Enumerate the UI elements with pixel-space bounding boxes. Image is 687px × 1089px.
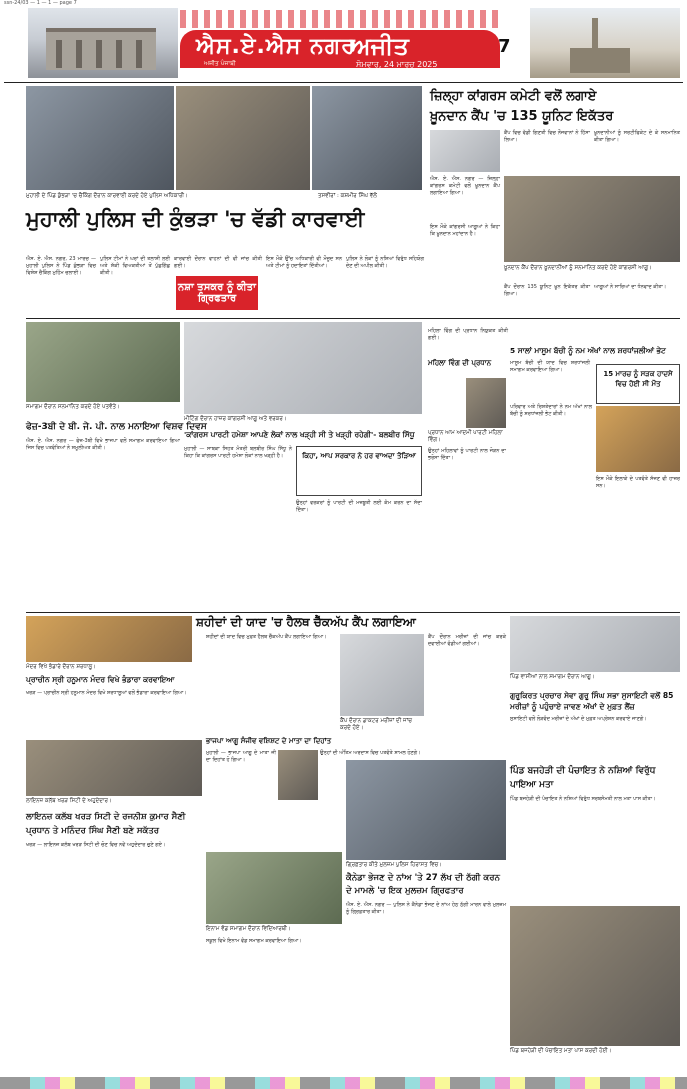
arrest-headline: ਕੈਨੇਡਾ ਭੇਜਣ ਦੇ ਨਾਂਅ 'ਤੇ 27 ਲੱਖ ਦੀ ਠੱਗੀ ਕਰਨ ਦੇ ਮਾਮਲੇ 'ਚ ਇਕ ਮੁਲਜ਼ਮ ਗ੍ਰਿਫਤਾਰ (346, 873, 500, 896)
arrest-text: ਐਸ. ਏ. ਐਸ. ਨਗਰ — ਪੁਲਿਸ ਨੇ ਕੈਨੇਡਾ ਭੇਜਣ ਦੇ ਨਾਂਅ ਹੇਠ ਠੱਗੀ ਮਾਰਨ ਵਾਲੇ ਮੁਲਜ਼ਮ ਨੂੰ ਗ੍ਰਿਫ਼ਤਾਰ ਕੀਤਾ। (346, 902, 506, 915)
masthead-date: ਸੋਮਵਾਰ, 24 ਮਾਰਚ 2025 (356, 60, 438, 69)
health-camp-photo (340, 634, 424, 716)
blood-text-col-5: ਕੈਂਪ ਦੌਰਾਨ 135 ਯੂਨਿਟ ਖ਼ੂਨ ਇਕੱਤਰ ਕੀਤਾ ਗਿਆ। (504, 284, 590, 297)
blood-text-col-3: ਖ਼ੂਨਦਾਨੀਆਂ ਨੂੰ ਸਰਟੀਫਿਕੇਟ ਦੇ ਕੇ ਸਨਮਾਨਿਤ ਕੀਤਾ ਗਿਆ। (594, 130, 680, 143)
section-rule-2 (26, 612, 680, 613)
portrait-caption: ਪ੍ਰਧਾਨ ਆਮ ਆਦਮੀ ਪਾਰਟੀ ਮਹਿਲਾ ਵਿੰਗ। (428, 430, 503, 443)
lead-redbox: ਨਸ਼ਾ ਤਸਕਰ ਨੂੰ ਕੀਤਾ ਗ੍ਰਿਫਤਾਰ (176, 276, 258, 310)
lower-left-headline: ਪ੍ਰਾਚੀਨ ਸ੍ਰੀ ਹਨੂਮਾਨ ਮੰਦਰ ਵਿਖੇ ਭੰਡਾਰਾ ਕਰਵਾਇਆ (26, 675, 175, 684)
masthead-title: ਅਜੀਤ (350, 32, 409, 60)
portrait-headline: ਮਹਿਲਾ ਵਿੰਗ ਦੀ ਪ੍ਰਧਾਨ (428, 359, 492, 367)
mid-center-caption: ਮੀਟਿੰਗ ਦੌਰਾਨ ਹਾਜ਼ਰ ਕਾਂਗਰਸੀ ਆਗੂ ਅਤੇ ਵਰਕਰ। (184, 416, 287, 422)
lower-left-text: ਖਰੜ — ਪ੍ਰਾਚੀਨ ਸ੍ਰੀ ਹਨੂਮਾਨ ਮੰਦਰ ਵਿਖੇ ਸ਼ਰਧਾਲੂਆਂ ਵਲੋਂ ਭੰਡਾਰਾ ਕਰਵਾਇਆ ਗਿਆ। (26, 690, 187, 696)
mid-center-headline: 'ਕਾਂਗਰਸ ਪਾਰਟੀ ਹਮੇਸ਼ਾ ਆਪਣੇ ਲੋਕਾਂ ਨਾਲ ਖੜ੍ਹੀ ਸੀ ਤੇ ਖੜ੍ਹੀ ਰਹੇਗੀ'- ਬਲਬੀਰ ਸਿੱਧੂ (184, 430, 415, 439)
arrest-photo (346, 760, 506, 860)
lower-center-caption-2: ਇਨਾਮ ਵੰਡ ਸਮਾਗਮ ਦੌਰਾਨ ਵਿਦਿਆਰਥੀ। (206, 926, 291, 932)
lower-left-caption-2: ਲਾਇਨਜ਼ ਕਲੱਬ ਖਰੜ ਸਿਟੀ ਦੇ ਅਹੁਦੇਦਾਰ। (26, 798, 112, 804)
lower-center-text-3: ਉਨ੍ਹਾਂ ਦੀ ਅੰਤਿਮ ਅਰਦਾਸ ਵਿਚ ਪਤਵੰਤੇ ਸ਼ਾਮਲ ਹੋਣਗੇ। (320, 750, 421, 756)
top-photo-caption: ਮੁਹਾਲੀ ਦੇ ਪਿੰਡ ਕੁੰਭੜਾ 'ਚ ਚੈਕਿੰਗ ਦੌਰਾਨ ਕਾਰਵਾਈ ਕਰਦੇ ਹੋਏ ਪੁਲਿਸ ਅਧਿਕਾਰੀ। (26, 193, 188, 199)
mid-left-headline: ਫੇਜ਼-3ਬੀ ਦੇ ਬੀ. ਜੇ. ਪੀ. ਨਾਲ ਮਨਾਇਆ ਵਿਸ਼ਵ ਦਿਵਸ (26, 422, 207, 432)
mid-right-text-4: ਉਨ੍ਹਾਂ ਮਹਿਲਾਵਾਂ ਨੂੰ ਪਾਰਟੀ ਨਾਲ ਜੋੜਨ ਦਾ ਭਰੋਸਾ ਦਿੱਤਾ। (428, 448, 506, 461)
lower-center-text-4: ਸਕੂਲ ਵਿਖੇ ਇਨਾਮ ਵੰਡ ਸਮਾਗਮ ਕਰਵਾਇਆ ਗਿਆ। (206, 938, 302, 944)
masthead-edition: ਅਜੀਤ ਪੰਜਾਬੀ (204, 60, 236, 67)
mid-center-text-1: ਮੁਹਾਲੀ — ਸਾਬਕਾ ਸਿਹਤ ਮੰਤਰੀ ਬਲਬੀਰ ਸਿੰਘ ਸਿੱਧੂ ਨੇ ਕਿਹਾ ਕਿ ਕਾਂਗਰਸ ਪਾਰਟੀ ਹਮੇਸ਼ਾ ਲੋਕਾਂ ਨਾਲ ਖੜ੍ਹੀ ਹੈ। (184, 446, 292, 459)
blood-camp-photo-small (430, 130, 500, 172)
masthead-pattern (180, 10, 500, 28)
blood-camp-photo (504, 176, 680, 262)
lower-right-headline: ਗੁਰੂਕਿਰਤ ਪ੍ਰਚਾਰ ਸੇਵਾ ਗੁਰੂ ਸਿੰਘ ਸਭਾ ਸੁਸਾਇਟੀ ਵਲੋਂ 85 ਮਰੀਜ਼ਾਂ ਨੂੰ ਪਹੁੰਚਾਏ ਜਾਵਣ ਅੱਖਾਂ ਦੇ ਮੁਫ਼ਤ ਲੈਂਜ਼ (510, 691, 674, 711)
right-photo-caption: ਖ਼ੂਨਦਾਨ ਕੈਂਪ ਦੌਰਾਨ ਖ਼ੂਨਦਾਨੀਆਂ ਨੂੰ ਸਨਮਾਨਿਤ ਕਰਦੇ ਹੋਏ ਕਾਂਗਰਸੀ ਆਗੂ। (504, 265, 652, 271)
gurudwara-photo (510, 616, 680, 672)
portrait-photo (466, 378, 506, 428)
masthead-left-image (28, 8, 178, 78)
lower-right-caption: ਪਿੰਡ ਵਾਸੀਆਂ ਨਾਲ ਸਮਾਗਮ ਦੌਰਾਨ ਆਗੂ। (510, 674, 595, 680)
mid-right-text-2: ਪਰਿਵਾਰ ਅਤੇ ਰਿਸ਼ਤੇਦਾਰਾਂ ਨੇ ਨਮ ਅੱਖਾਂ ਨਾਲ ਬੱਚੀ ਨੂੰ ਸ਼ਰਧਾਂਜਲੀ ਭੇਟ ਕੀਤੀ। (510, 404, 592, 417)
lower-right-text-1: ਸੁਸਾਇਟੀ ਵਲੋਂ ਲੋੜਵੰਦ ਮਰੀਜ਼ਾਂ ਦੇ ਅੱਖਾਂ ਦੇ ਮੁਫ਼ਤ ਅਪ੍ਰੇਸ਼ਨ ਕਰਵਾਏ ਜਾਣਗੇ। (510, 716, 647, 722)
students-photo (206, 852, 342, 924)
child-photo (596, 406, 680, 472)
lower-center-caption: ਕੈਂਪ ਦੌਰਾਨ ਡਾਕਟਰ ਮਰੀਜ਼ਾਂ ਦੀ ਜਾਂਚ ਕਰਦੇ ਹੋਏ। (340, 718, 412, 731)
obituary-photo (278, 750, 318, 800)
print-slug: ssn-24/03 — 1 — 1 — page 7 (4, 0, 77, 6)
lead-text-col-1: ਐਸ. ਏ. ਐਸ. ਨਗਰ, 23 ਮਾਰਚ — ਮੁਹਾਲੀ ਪੁਲਿਸ ਨੇ ਪਿੰਡ ਕੁੰਭੜਾ ਵਿਚ ਵਿਸ਼ੇਸ਼ ਚੈਕਿੰਗ ਮੁਹਿੰਮ ਚਲਾਈ। (26, 256, 96, 276)
mid-right-box: 15 ਮਾਰਚ ਨੂੰ ਸੜਕ ਹਾਦਸੇ ਵਿਚ ਹੋਈ ਸੀ ਮੌਤ (596, 364, 680, 404)
lower-left-caption: ਮੰਦਰ ਵਿਖੇ ਭੰਡਾਰੇ ਦੌਰਾਨ ਸ਼ਰਧਾਲੂ। (26, 664, 96, 670)
lead-text-col-3: ਕਾਰਵਾਈ ਦੌਰਾਨ ਵਾਹਨਾਂ ਦੀ ਵੀ ਜਾਂਚ ਕੀਤੀ ਗਈ। (174, 256, 262, 269)
blood-text-col-6: ਆਗੂਆਂ ਨੇ ਸਾਰਿਆਂ ਦਾ ਧੰਨਵਾਦ ਕੀਤਾ। (594, 284, 667, 290)
masthead-city: ਐਸ.ਏ.ਐਸ ਨਗਰ (196, 34, 356, 59)
lower-center-text-2: ਮੁਹਾਲੀ — ਭਾਜਪਾ ਆਗੂ ਦੇ ਮਾਤਾ ਜੀ ਦਾ ਦਿਹਾਂਤ ਹੋ ਗਿਆ। (206, 750, 276, 763)
color-registration-strip (0, 1077, 687, 1089)
mid-right-text-3: ਇਸ ਮੌਕੇ ਇਲਾਕੇ ਦੇ ਪਤਵੰਤੇ ਸੱਜਣ ਵੀ ਹਾਜ਼ਰ ਸਨ। (596, 476, 680, 489)
mid-center-text-2: ਉਨ੍ਹਾਂ ਵਰਕਰਾਂ ਨੂੰ ਪਾਰਟੀ ਦੀ ਮਜ਼ਬੂਤੀ ਲਈ ਕੰਮ ਕਰਨ ਦਾ ਸੱਦਾ ਦਿੱਤਾ। (296, 500, 422, 513)
mid-right-text-0: ਮਹਿਲਾ ਵਿੰਗ ਦੀ ਪ੍ਰਧਾਨ ਨਿਯੁਕਤ ਕੀਤੀ ਗਈ। (428, 328, 508, 341)
lower-left-headline-2: ਲਾਇਨਜ਼ ਕਲੱਬ ਖਰੜ ਸਿਟੀ ਦੇ ਰਜਨੀਸ਼ ਕੁਮਾਰ ਸੈਣੀ ਪ੍ਰਧਾਨ ਤੇ ਮਨਿੰਦਰ ਸਿੰਘ ਸੈਣੀ ਬਣੇ ਸਕੱਤਰ (26, 812, 186, 836)
section-rule-1 (26, 318, 680, 319)
band-headline: ਸ਼ਹੀਦਾਂ ਦੀ ਯਾਦ 'ਚ ਹੈਲਥ ਚੈੱਕਅੱਪ ਕੈਂਪ ਲਗਾਇਆ (196, 615, 416, 629)
panchayat-photo (510, 906, 680, 1046)
lions-club-photo (26, 740, 202, 796)
bjp-event-photo (26, 322, 180, 402)
right-headline-1: ਜ਼ਿਲ੍ਹਾ ਕਾਂਗਰਸ ਕਮੇਟੀ ਵਲੋਂ ਲਗਾਏ (430, 89, 597, 104)
lower-center-headline: ਭਾਜਪਾ ਆਗੂ ਸੰਜੀਵ ਵਸ਼ਿਸ਼ਟ ਦੇ ਮਾਤਾ ਦਾ ਦਿਹਾਂਤ (206, 737, 332, 745)
lower-right-text-0: ਕੈਂਪ ਦੌਰਾਨ ਮਰੀਜ਼ਾਂ ਦੀ ਜਾਂਚ ਕਰਕੇ ਦਵਾਈਆਂ ਵੰਡੀਆਂ ਗਈਆਂ। (428, 634, 506, 647)
lead-headline: ਮੁਹਾਲੀ ਪੁਲਿਸ ਦੀ ਕੁੰਭੜਾ 'ਚ ਵੱਡੀ ਕਾਰਵਾਈ (26, 207, 365, 231)
temple-photo (26, 616, 192, 662)
lead-text-col-2: ਪੁਲਿਸ ਟੀਮਾਂ ਨੇ ਘਰਾਂ ਦੀ ਤਲਾਸ਼ੀ ਲਈ ਅਤੇ ਸ਼ੱਕੀ ਵਿਅਕਤੀਆਂ ਤੋਂ ਪੁੱਛਗਿੱਛ ਕੀਤੀ। (100, 256, 170, 276)
bottom-right-caption: ਪਿੰਡ ਬਜਹੇੜੀ ਦੀ ਪੰਚਾਇਤ ਮਤਾ ਪਾਸ ਕਰਦੀ ਹੋਈ। (510, 1048, 612, 1054)
blood-text-col-4: ਇਸ ਮੌਕੇ ਕਾਂਗਰਸੀ ਆਗੂਆਂ ਨੇ ਕਿਹਾ ਕਿ ਖ਼ੂਨਦਾਨ ਮਹਾਂਦਾਨ ਹੈ। (430, 224, 500, 237)
masthead-rule (4, 82, 683, 83)
mid-left-caption: ਸਮਾਗਮ ਦੌਰਾਨ ਸਨਮਾਨਿਤ ਕਰਦੇ ਹੋਏ ਪਤਵੰਤੇ। (26, 404, 120, 410)
mid-center-quote-box: ਕਿਹਾ, ਆਪ ਸਰਕਾਰ ਨੇ ਹਰ ਵਾਅਦਾ ਤੋੜਿਆ (296, 446, 422, 496)
arrest-caption: ਗ੍ਰਿਫ਼ਤਾਰ ਕੀਤੇ ਮੁਲਜ਼ਮ ਪੁਲਿਸ ਹਿਰਾਸਤ ਵਿਚ। (346, 862, 442, 868)
lower-right-headline-2: ਪਿੰਡ ਬਜਹੇੜੀ ਦੀ ਪੰਚਾਇਤ ਨੇ ਨਸ਼ਿਆਂ ਵਿਰੁੱਧ ਪਾਇਆ ਮਤਾ (510, 766, 656, 790)
top-photo-credit: ਤਸਵੀਰਾਂ : ਕਸ਼ਮੀਰ ਸਿੰਘ ਵੱਲੋਂ (318, 193, 377, 199)
mid-right-text-1: ਮਾਸੂਮ ਬੱਚੀ ਦੀ ਯਾਦ ਵਿਚ ਸ਼ਰਧਾਂਜਲੀ ਸਮਾਗਮ ਕਰਵਾਇਆ ਗਿਆ। (510, 360, 590, 373)
blood-text-col-2: ਕੈਂਪ ਵਿਚ ਵੱਡੀ ਗਿਣਤੀ ਵਿਚ ਨੌਜਵਾਨਾਂ ਨੇ ਹਿੱਸਾ ਲਿਆ। (504, 130, 590, 143)
lower-left-text-2: ਖਰੜ — ਲਾਇਨਜ਼ ਕਲੱਬ ਖਰੜ ਸਿਟੀ ਦੀ ਚੋਣ ਵਿਚ ਨਵੇਂ ਅਹੁਦੇਦਾਰ ਚੁਣੇ ਗਏ। (26, 842, 166, 848)
right-headline-2: ਖ਼ੂਨਦਾਨ ਕੈਂਪ 'ਚ 135 ਯੂਨਿਟ ਇਕੱਤਰ (430, 109, 614, 124)
mid-right-headline: 5 ਸਾਲਾਂ ਮਾਸੂਮ ਬੱਚੀ ਨੂੰ ਨਮ ਅੱਖਾਂ ਨਾਲ ਸ਼ਰਧਾਂਜਲੀਆਂ ਭੇਟ (510, 346, 666, 355)
blood-text-col-1: ਐਸ. ਏ. ਐਸ. ਨਗਰ — ਜ਼ਿਲ੍ਹਾ ਕਾਂਗਰਸ ਕਮੇਟੀ ਵਲੋਂ ਖ਼ੂਨਦਾਨ ਕੈਂਪ ਲਗਾਇਆ ਗਿਆ। (430, 176, 500, 196)
congress-meeting-photo (184, 322, 422, 414)
lead-text-col-4: ਇਸ ਮੌਕੇ ਉੱਚ ਅਧਿਕਾਰੀ ਵੀ ਮੌਜੂਦ ਸਨ ਅਤੇ ਟੀਮਾਂ ਨੂੰ ਹਦਾਇਤਾਂ ਦਿੱਤੀਆਂ। (266, 256, 342, 269)
police-photo-1 (26, 86, 174, 190)
page-number: 7 (498, 36, 511, 57)
lead-text-col-5: ਪੁਲਿਸ ਨੇ ਲੋਕਾਂ ਨੂੰ ਨਸ਼ਿਆਂ ਵਿਰੁੱਧ ਸਹਿਯੋਗ ਦੇਣ ਦੀ ਅਪੀਲ ਕੀਤੀ। (346, 256, 424, 269)
mid-left-text: ਐਸ. ਏ. ਐਸ. ਨਗਰ — ਫੇਜ਼-3ਬੀ ਵਿਖੇ ਭਾਜਪਾ ਵਲੋਂ ਸਮਾਗਮ ਕਰਵਾਇਆ ਗਿਆ ਜਿਸ ਵਿਚ ਪਤਵੰਤਿਆਂ ਨੇ ਸ਼ਮੂਲੀਅਤ ਕੀਤੀ। (26, 438, 180, 451)
police-photo-3 (312, 86, 422, 190)
lower-right-text-2: ਪਿੰਡ ਬਜਹੇੜੀ ਦੀ ਪੰਚਾਇਤ ਨੇ ਨਸ਼ਿਆਂ ਵਿਰੁੱਧ ਸਰਬਸੰਮਤੀ ਨਾਲ ਮਤਾ ਪਾਸ ਕੀਤਾ। (510, 796, 656, 802)
lower-center-text-1: ਸ਼ਹੀਦਾਂ ਦੀ ਯਾਦ ਵਿਚ ਮੁਫ਼ਤ ਹੈਲਥ ਚੈੱਕਅੱਪ ਕੈਂਪ ਲਗਾਇਆ ਗਿਆ। (206, 634, 327, 640)
police-photo-2 (176, 86, 310, 190)
masthead-right-image (530, 8, 680, 78)
